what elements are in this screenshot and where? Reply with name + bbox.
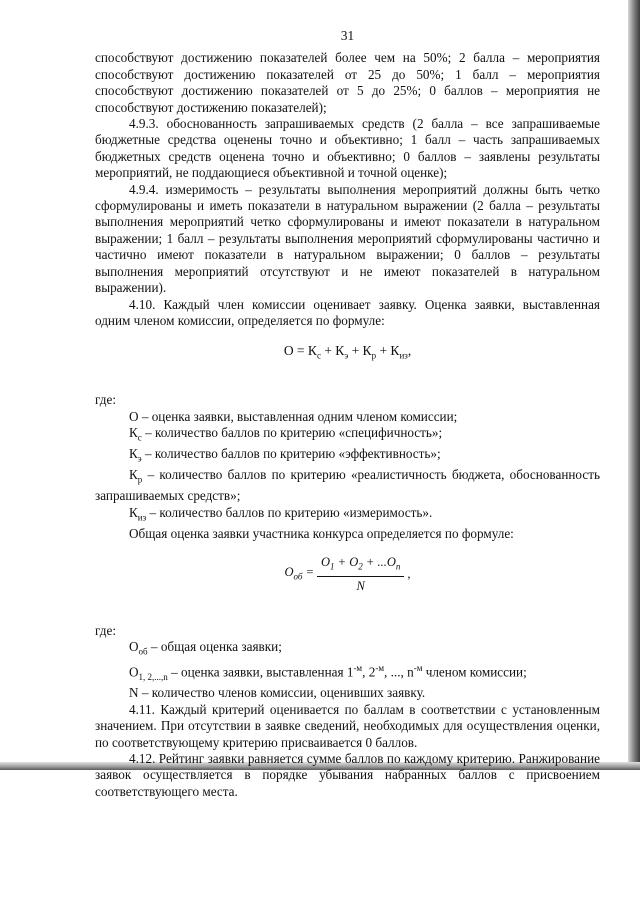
definition-item: $О_{об}$ – общая оценка заявки; [129,638,282,657]
definition-item: N – количество членов комиссии, оценивших заявку. [129,685,426,701]
definition-item: $К_с$ – количество баллов по критерию «специфичность»; [129,425,443,443]
definition-item: $К_{из}$ – количество баллов по критерию «измеримость». [129,504,433,523]
paragraph-4-12: 4.12. Рейтинг заявки равняется сумме баллов по каждому критерию. Ранжирование заявок осуществляется в порядке убывания набранных баллов с присвоением соответствующего места. [95,751,600,799]
formula-total-score: $O_{об}$ = $\frac{O_1 + O_2 + ...O_n}{N}$ , [284,555,411,594]
definition-item: О – оценка заявки, выставленная одним членом комиссии; [129,408,458,424]
paragraph-4-9-4: 4.9.4. измеримость – результаты выполнения мероприятий должны быть четко сформулированы и иметь показатели в натуральном выражении (2 балла – результаты выполнения мероприятий четко сформулированы и имеют показатели в натуральном выражении; 1 балл – результаты выполнения мероприятий сформулированы частично и частично имеют показатели в натуральном выражении; 0 баллов – результаты выполнения мероприятий отсутствуют и не имеют показателей в натуральном выражении). [95,181,600,296]
definition-item: $К_р$ – количество баллов по критерию «реалистичность бюджета, обоснованность запрашиваемых средств»; [95,467,600,504]
scan-edge-right [628,0,640,770]
paragraph-4-11: 4.11. Каждый критерий оценивается по баллам в соответствии с установленным значением. При отсутствии в заявке сведений, необходимых для осуществления оценки, по соответствующему критерию присваивается 0 баллов. [95,701,600,750]
formula-single-score: $О = К_с + К_э + К_р + К_{из}$, [283,343,412,361]
definition-item: $О_{1, 2,...,n}$ – оценка заявки, выставленная $1^{-м}$, $2^{-м}$, ..., $n^{-м}$ членом комиссии; [129,662,527,683]
paragraph-4-10: 4.10. Каждый член комиссии оценивает заявку. Оценка заявки, выставленная одним членом комиссии, определяется по формуле: [95,296,600,328]
paragraph-continuation: способствуют достижению показателей более чем на 50%; 2 балла – мероприятия способствуют достижению показателей от 25 до 50%; 1 балл – мероприятия способствуют достижению показателей от 5 до 25%; 0 баллов – мероприятия не способствуют достижению показателей); [95,50,600,115]
where-label-2: где: [95,622,116,638]
definition-list-2 [95,639,600,702]
page-number: 31 [340,28,355,43]
page-body [95,28,600,800]
paragraph-4-9-3: 4.9.3. обоснованность запрашиваемых средств (2 балла – все запрашиваемые бюджетные средства оценены точно и объективно; 1 балл – часть запрашиваемых бюджетных средств оценена точно и объективно; 0 баллов – заявлены результаты мероприятий, не поддающиеся объективной и точной оценке); [95,116,600,181]
fraction: $\frac{O_1 + O_2 + ...O_n}{N}$ [317,554,404,594]
definition-list-1 [95,409,600,468]
definition-item: $К_э$ – количество баллов по критерию «эффективность»; [129,446,441,464]
paragraph-total-score: Общая оценка заявки участника конкурса определяется по формуле: [129,525,514,541]
where-label-1: где: [95,392,116,408]
definition-list-1-cont [95,505,600,542]
